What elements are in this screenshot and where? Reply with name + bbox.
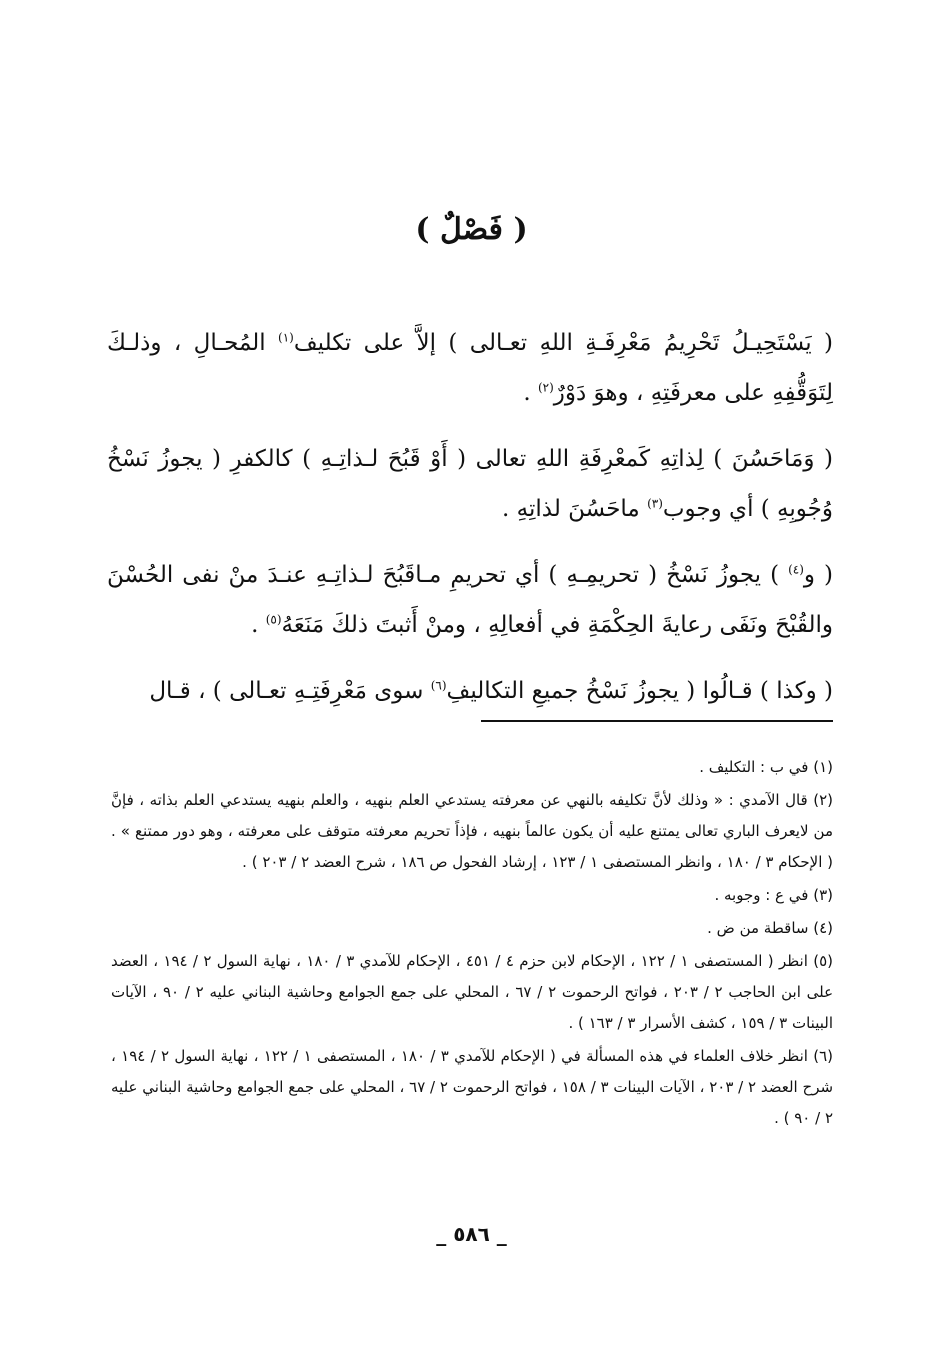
footnote-divider [481,720,833,722]
main-text [107,318,833,732]
footnote-2: (٢) قال الآمدي : « وذلك لأنَّ تكليفه بالنهي عن معرفته يستدعي العلم بنهيه ، والعلم بنهيه يستدعي العلم بذاته ، فإنَّ من لايعرف الباري تعالى يمتنع عليه أن يكون عالماً بنهيه ، فإذاً تحريم معرفته متوقف على معرفته ، وهو دور ممتنع » . ( الإحكام ٣ / ١٨٠ ، وانظر المستصفى ١ / ١٢٣ ، إرشاد الفحول ص ١٨٦ ، شرح العضد ٢ / ٢٠٣ ) . [111,791,833,871]
paragraph-text: المُحـالِ ، وذلـكَ لِتَوَقُّفِهِ على معرفَتِهِ ، وهوَ دَوْرٌ [107,330,833,406]
footnotes [111,752,833,1136]
paragraph-text: ( و [803,562,833,588]
paragraph-text: ماحَسُنَ لذاتِهِ . [502,496,648,522]
paragraph-text: سوى مَعْرِفَتِـهِ تعـالى ) ، قـال [149,678,431,704]
paragraph-text: ( وَمَاحَسُنَ ) لِذاتِهِ كَمعْرِفَةِ اللهِ تعالى ( أَوْ قَبُحَ لـذاتِـهِ ) كالكفرِ ( يجوزُ نَسْخُ وُجُوبِهِ ) أي وجوب [107,446,833,522]
footnote-ref: (٦) [430,678,447,693]
footnote-ref: (١) [278,330,294,345]
section-heading: ( فَصْلٌ ) [415,212,528,247]
footnote-ref: (٥) [265,612,282,627]
paragraph-4 [107,666,833,716]
paragraph-3 [107,550,833,650]
footnote-1: (١) في ب : التكليف . [699,758,833,776]
footnote-ref: (٤) [788,562,804,577]
page-number: _ ٥٨٦ _ [436,1222,507,1246]
footnote-ref: (٢) [537,380,554,395]
paragraph-text: ) يجوزُ نَسْخُ ( تحريمِـهِ ) أي تحريمِ مـاقَبُحَ لـذاتِـهِ عنـدَ منْ نفى الحُسْنَ والقُبْحَ ونَفَى رعايةَ الحِكْمَةِ في أفعالِهِ ، ومنْ أَثبتَ ذلكَ مَنَعَهُ [107,562,833,638]
paragraph-2 [107,434,833,534]
footnote-4: (٤) ساقطة من ض . [707,919,833,937]
footnote-6: (٦) انظر خلاف العلماء في هذه المسألة في ( الإحكام للآمدي ٣ / ١٨٠ ، المستصفى ١ / ١٢٢ ، نهاية السول ٢ / ١٩٤ ، شرح العضد ٢ / ٢٠٣ ، الآيات البينات ٣ / ١٥٨ ، فواتح الرحموت ٢ / ٦٧ ، المحلي على جمع الجوامع وحاشية البناني عليه ٢ / ٩٠ ) . [111,1047,834,1127]
paragraph-1 [107,318,833,418]
footnote-5: (٥) انظر ( المستصفى ١ / ١٢٢ ، الإحكام لابن حزم ٤ / ٤٥١ ، الإحكام للآمدي ٣ / ١٨٠ ، نهاية السول ٢ / ١٩٤ ، العضد على ابن الحاجب ٢ / ٢٠٣ ، فواتح الرحموت ٢ / ٦٧ ، المحلي على جمع الجوامع وحاشية البناني عليه ٢ / ٩٠ ، الآيات البينات ٣ / ١٥٩ ، كشف الأسرار ٣ / ١٦٣ ) . [111,952,834,1032]
paragraph-text: ( وكذا ) قـالُوا ( يجوزُ نَسْخُ جميعِ التكاليفِ [446,678,833,704]
paragraph-text: ( يَسْتَحِيـلُ تَحْرِيمُ مَعْرِفَـةِ اللهِ تعـالى ) إلاَّ على تكليف [293,330,833,356]
footnote-3: (٣) في ع : وجوبه . [714,886,833,904]
paragraph-text: . [523,380,538,406]
paragraph-text: . [251,612,266,638]
footnote-ref: (٣) [647,496,663,511]
